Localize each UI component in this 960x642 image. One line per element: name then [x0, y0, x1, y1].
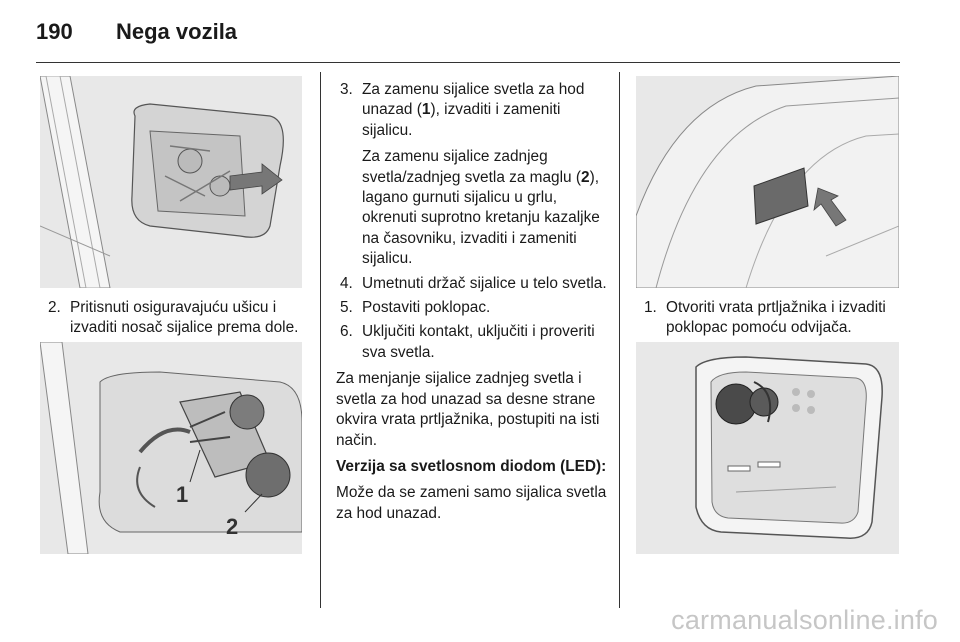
- step-number: 1.: [644, 299, 657, 316]
- figure-open-housing: [636, 342, 899, 554]
- middle-column: [336, 80, 612, 524]
- bold-ref: 2: [581, 168, 590, 186]
- callout-1: 1: [176, 482, 189, 507]
- text-segment: ), lagano gurnuti sijalicu u grlu, okrenuti suprotno kretanju kazaljke na časovniku, izvaditi i zameniti sijalicu.: [362, 168, 600, 268]
- watermark: carmanualsonline.info: [671, 605, 938, 635]
- list-item-step-3: [336, 80, 612, 270]
- page-number: 190: [36, 19, 73, 44]
- paragraph-led: Može da se zameni samo sijalica svetla za hod unazad.: [336, 484, 607, 522]
- step-number: 3.: [340, 81, 353, 98]
- paragraph-right-side: Za menjanje sijalice zadnjeg svetla i svetla za hod unazad sa desne strane okvira vrata prtljažnika, postupiti na isti način.: [336, 370, 600, 449]
- page-header: [36, 14, 237, 50]
- list-item-step-1: [640, 298, 908, 339]
- list-item-step-5: [336, 298, 612, 318]
- step-text: Otvoriti vrata prtljažnika i izvaditi poklopac pomoću odvijača.: [666, 299, 886, 337]
- step-text: Postaviti poklopac.: [362, 299, 491, 317]
- list-item-step-4: [336, 274, 612, 294]
- step-text-a: [362, 80, 612, 141]
- step-text: Pritisnuti osiguravajuću ušicu i izvaditi nosač sijalice prema dole.: [70, 299, 299, 337]
- section-title: Nega vozila: [116, 19, 238, 44]
- column-divider-left: [320, 72, 321, 608]
- right-steps: [640, 298, 908, 339]
- header-divider: [36, 62, 900, 63]
- step-number: 2.: [48, 299, 61, 316]
- text-segment: Za zamenu sijalice zadnjeg svetla/zadnjeg svetla za maglu (: [362, 148, 582, 186]
- list-item-step-6: [336, 322, 612, 363]
- figure-taillight-housing: [40, 76, 302, 288]
- step-text: Uključiti kontakt, uključiti i proveriti sva svetla.: [362, 323, 595, 361]
- text-segment: Za zamenu sijalice svetla za hod unazad (: [362, 81, 585, 119]
- bold-ref: 1: [421, 101, 431, 119]
- step-number: 6.: [340, 323, 353, 341]
- column-divider-right: [619, 72, 620, 608]
- list-item-step-2: [44, 298, 314, 339]
- step-number: 4.: [340, 274, 353, 292]
- left-steps: [44, 298, 314, 339]
- callout-2: 2: [226, 514, 239, 539]
- step-number: 5.: [340, 299, 353, 317]
- figure-bulb-holder: [40, 342, 302, 554]
- step-text-b: [362, 147, 612, 269]
- figure-tailgate-cover: [636, 76, 899, 288]
- heading-led-version: Verzija sa svetlosnom diodom (LED):: [336, 457, 607, 475]
- step-text: Umetnuti držač sijalice u telo svetla.: [362, 274, 607, 292]
- text-segment: ), izvaditi i zameniti sijalicu.: [362, 101, 561, 139]
